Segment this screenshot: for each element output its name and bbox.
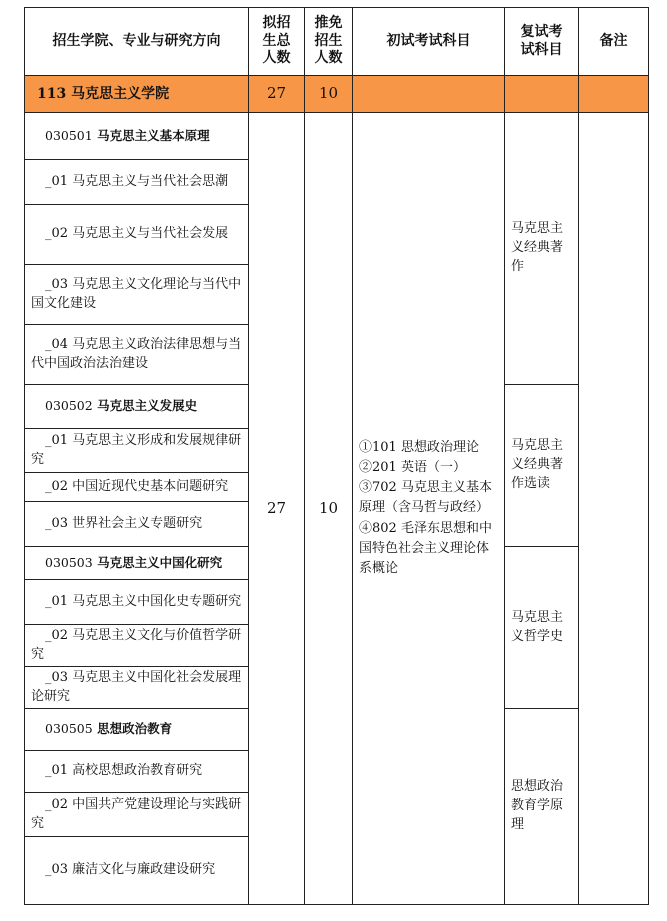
header-retest: 复试考 试科目 bbox=[505, 8, 579, 76]
direction-item: _03 马克思主义文化理论与当代中国文化建设 bbox=[25, 265, 249, 325]
direction-item: _02 马克思主义文化与价值哲学研究 bbox=[25, 625, 249, 667]
college-retest-empty bbox=[505, 76, 579, 113]
direction-item: _01 马克思主义形成和发展规律研究 bbox=[25, 429, 249, 473]
college-remarks-empty bbox=[579, 76, 649, 113]
remarks-empty bbox=[579, 113, 649, 905]
exam-subject: ②201 英语（一） bbox=[359, 460, 466, 476]
direction-item: _02 中国共产党建设理论与实践研究 bbox=[25, 793, 249, 837]
direction-item: _02 中国近现代史基本问题研究 bbox=[25, 473, 249, 502]
header-row bbox=[25, 8, 649, 76]
header-college-direction: 招生学院、专业与研究方向 bbox=[25, 8, 249, 76]
retest-subject: 马克思主义哲学史 bbox=[505, 547, 579, 709]
major-row bbox=[25, 113, 649, 160]
direction-item: _03 世界社会主义专题研究 bbox=[25, 502, 249, 547]
direction-item: _03 廉洁文化与廉政建设研究 bbox=[25, 837, 249, 905]
direction-item: _03 马克思主义中国化社会发展理论研究 bbox=[25, 667, 249, 709]
direction-item: _01 马克思主义中国化史专题研究 bbox=[25, 580, 249, 625]
header-remarks: 备注 bbox=[579, 8, 649, 76]
college-exempt: 10 bbox=[305, 76, 353, 113]
exam-subjects-list bbox=[353, 113, 505, 905]
admissions-table bbox=[24, 7, 649, 905]
exam-subject: ④802 毛泽东思想和中国特色社会主义理论体系概论 bbox=[359, 520, 492, 576]
direction-item: _01 高校思想政治教育研究 bbox=[25, 751, 249, 793]
direction-item: _01 马克思主义与当代社会思潮 bbox=[25, 160, 249, 205]
exam-subject: ③702 马克思主义基本原理（含马哲与政经） bbox=[359, 480, 492, 516]
college-exam-empty bbox=[353, 76, 505, 113]
college-label: 113 马克思主义学院 bbox=[25, 76, 249, 113]
exam-subject: ①101 思想政治理论 bbox=[359, 440, 479, 455]
college-quota-total: 27 bbox=[249, 76, 305, 113]
direction-item: _04 马克思主义政治法律思想与当代中国政治法治建设 bbox=[25, 325, 249, 385]
retest-subject: 马克思主义经典著作 bbox=[505, 113, 579, 385]
major-title: 030501 马克思主义基本原理 bbox=[25, 113, 249, 160]
college-row bbox=[25, 76, 649, 113]
direction-item: _02 马克思主义与当代社会发展 bbox=[25, 205, 249, 265]
header-quota-total: 拟招 生总 人数 bbox=[249, 8, 305, 76]
major-title: 030502 马克思主义发展史 bbox=[25, 385, 249, 429]
header-exam-subjects: 初试考试科目 bbox=[353, 8, 505, 76]
major-title: 030503 马克思主义中国化研究 bbox=[25, 547, 249, 580]
major-title: 030505 思想政治教育 bbox=[25, 709, 249, 751]
retest-subject: 思想政治教育学原理 bbox=[505, 709, 579, 905]
body-quota-total: 27 bbox=[249, 113, 305, 905]
body-exempt: 10 bbox=[305, 113, 353, 905]
retest-subject: 马克思主义经典著作选读 bbox=[505, 385, 579, 547]
header-exempt: 推免 招生 人数 bbox=[305, 8, 353, 76]
